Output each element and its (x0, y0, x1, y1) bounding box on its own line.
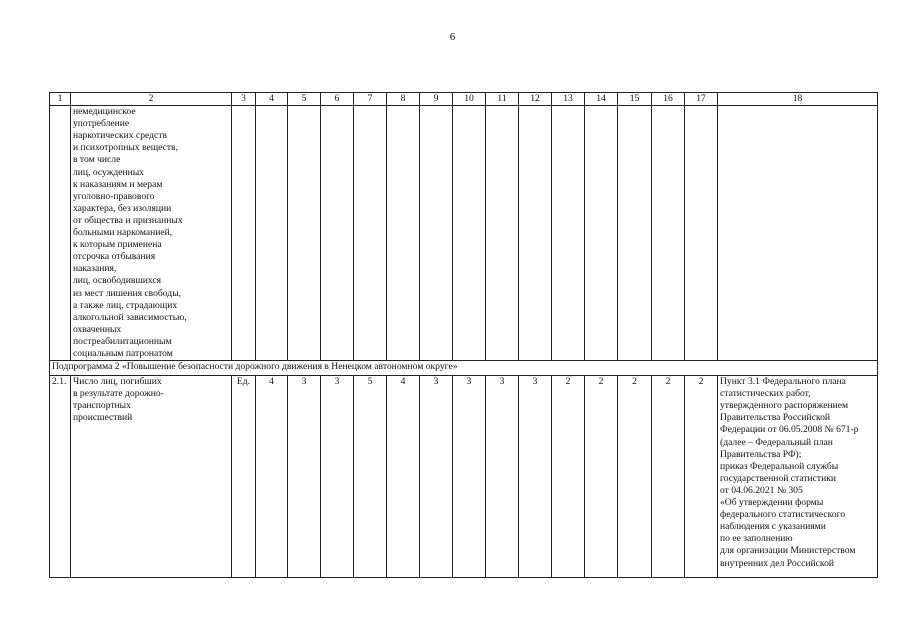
empty-cell (354, 106, 387, 361)
subprogram-row (50, 361, 878, 376)
text-line: лиц, осужденных (73, 166, 144, 178)
column-header: 12 (519, 93, 552, 106)
text-line: и психотропных веществ, (73, 142, 178, 154)
text-line: Число лиц, погибших (73, 376, 162, 388)
empty-cell (618, 106, 652, 361)
column-header: 16 (652, 93, 685, 106)
text-line: социальным патронатом (73, 347, 173, 359)
column-header: 14 (585, 93, 618, 106)
header-row (50, 93, 878, 106)
empty-cell (486, 106, 519, 361)
text-line: постреабилитационным (73, 335, 172, 347)
value-cell: 3 (288, 376, 321, 578)
value-cell: 3 (321, 376, 354, 578)
text-line: внутренних дел Российской (720, 557, 835, 569)
empty-cell (718, 106, 878, 361)
text-line: алкогольной зависимостью, (73, 311, 187, 323)
text-line: для организации Министерством (720, 545, 856, 557)
text-line: происшествий (73, 412, 133, 424)
value-cell: 3 (453, 376, 486, 578)
page-number: 6 (449, 31, 456, 43)
text-line: а также лиц, страдающих (73, 299, 178, 311)
text-line: утвержденного распоряжением (720, 400, 849, 412)
text-line: в том числе (73, 154, 121, 166)
column-header: 17 (685, 93, 718, 106)
text-line: лиц, освободившихся (73, 275, 162, 287)
text-line: статистических работ, (720, 388, 811, 400)
text-line: от общества и признанных (73, 214, 183, 226)
column-header: 10 (453, 93, 486, 106)
value-cell: 2 (618, 376, 652, 578)
value-cell: 3 (486, 376, 519, 578)
empty-cell (652, 106, 685, 361)
value-cell: 2 (585, 376, 618, 578)
text-line: Пункт 3.1 Федерального плана (720, 376, 846, 388)
text-line: наказания, (73, 263, 117, 275)
empty-cell (256, 106, 288, 361)
text-line: из мест лишения свободы, (73, 287, 182, 299)
value-cell: 2 (552, 376, 585, 578)
text-line: Правительства РФ); (720, 448, 802, 460)
column-header: 4 (256, 93, 288, 106)
text-line: по ее заполнению (720, 533, 793, 545)
column-header: 6 (321, 93, 354, 106)
text-line: наркотических средств (73, 130, 167, 142)
text-line: немедицинское (73, 106, 136, 118)
column-header: 1 (50, 93, 71, 106)
text-line: употребление (73, 118, 130, 130)
source-cell (718, 376, 878, 578)
value-cell: 4 (387, 376, 420, 578)
text-line: транспортных (73, 400, 131, 412)
value-cell: 4 (256, 376, 288, 578)
text-line: от 04.06.2021 № 305 (720, 484, 803, 496)
column-header: 13 (552, 93, 585, 106)
table-row (50, 106, 878, 361)
column-header: 7 (354, 93, 387, 106)
text-line: характера, без изоляции (73, 202, 172, 214)
column-header: 18 (718, 93, 878, 106)
value-cell: 5 (354, 376, 387, 578)
indicator-name (71, 376, 232, 578)
empty-cell (288, 106, 321, 361)
empty-cell (232, 106, 256, 361)
empty-cell (453, 106, 486, 361)
column-header: 3 (232, 93, 256, 106)
text-line: к которым применена (73, 239, 162, 251)
column-header: 11 (486, 93, 519, 106)
text-line: «Об утверждении формы (720, 497, 824, 509)
column-header: 5 (288, 93, 321, 106)
empty-cell (552, 106, 585, 361)
indicators-table (49, 92, 878, 578)
row-code (50, 106, 71, 361)
text-line: к наказаниям и мерам (73, 178, 163, 190)
text-line: охваченных (73, 323, 122, 335)
text-line: наблюдения с указаниями (720, 521, 826, 533)
indicator-name (71, 106, 232, 361)
column-header: 2 (71, 93, 232, 106)
text-line: Федерации от 06.05.2008 № 671-р (720, 424, 859, 436)
text-line: федерального статистического (720, 509, 846, 521)
unit-cell: Ед. (232, 376, 256, 578)
empty-cell (321, 106, 354, 361)
column-header: 8 (387, 93, 420, 106)
value-cell: 3 (519, 376, 552, 578)
empty-cell (685, 106, 718, 361)
table-row (50, 376, 878, 578)
column-header: 9 (420, 93, 453, 106)
empty-cell (585, 106, 618, 361)
text-line: отсрочка отбывания (73, 251, 156, 263)
column-header: 15 (618, 93, 652, 106)
text-line: уголовно-правового (73, 190, 155, 202)
row-code: 2.1. (50, 376, 71, 578)
text-line: приказ Федеральной службы (720, 460, 839, 472)
text-line: (далее – Федеральный план (720, 436, 833, 448)
text-line: Правительства Российской (720, 412, 831, 424)
empty-cell (420, 106, 453, 361)
text-line: в результате дорожно- (73, 388, 164, 400)
empty-cell (387, 106, 420, 361)
text-line: больными наркоманией, (73, 227, 173, 239)
text-line: государственной статистики (720, 472, 837, 484)
value-cell: 2 (652, 376, 685, 578)
subprogram-title: Подпрограмма 2 «Повышение безопасности дорожного движения в Ненецком автономном округе» (50, 361, 878, 376)
empty-cell (519, 106, 552, 361)
value-cell: 3 (420, 376, 453, 578)
value-cell: 2 (685, 376, 718, 578)
